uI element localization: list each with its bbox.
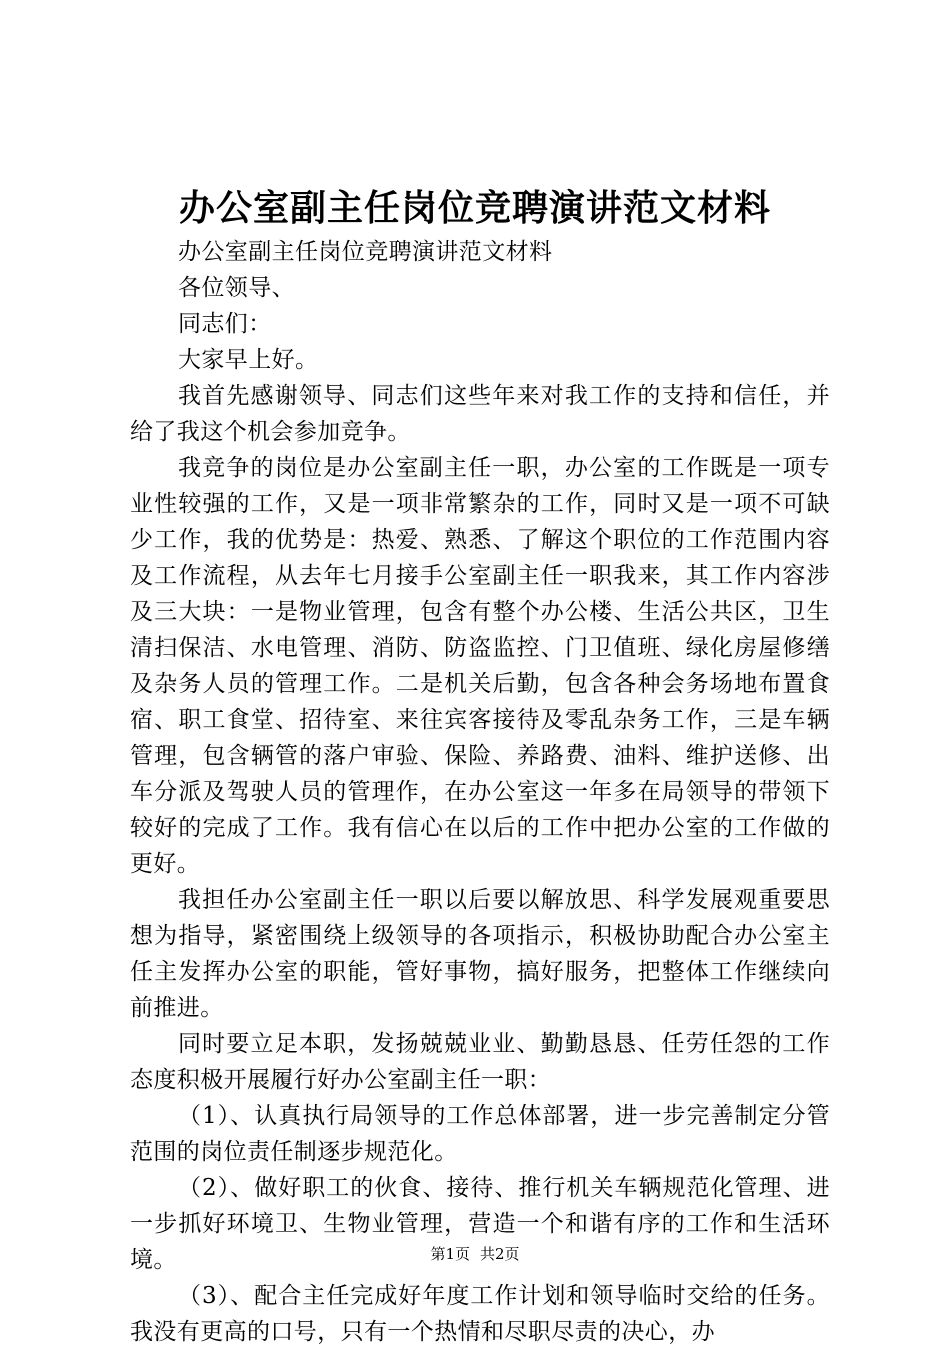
paragraph-position-duties: 我竞争的岗位是办公室副主任一职，办公室的工作既是一项专业性较强的工作，又是一项非常繁杂的工作，同时又是一项不可缺少工作，我的优势是：热爱、熟悉、了解这个职位的工作范围内容及工作流程，从去年七月接手公室副主任一职我来，其工作内容涉及三大块：一是物业管理，包含有整个办公楼、生活公共区，卫生清扫保洁、水电管理、消防、防盗监控、门卫值班、绿化房屋修缮及杂务人员的管理工作。二是机关后勤，包含各种会务场地布置食宿、职工食堂、招待室、来往宾客接待及零乱杂务工作，三是车辆管理，包含辆管的落户审验、保险、养路费、油料、维护送修、出车分派及驾驶人员的管理作，在办公室这一年多在局领导的带领下较好的完成了工作。我有信心在以后的工作中把办公室的工作做的更好。 — [130, 455, 830, 877]
page-total: 共2页 — [480, 1245, 520, 1263]
document-title: 办公室副主任岗位竞聘演讲范文材料 — [178, 187, 771, 229]
paragraph-item-3: （3）、配合主任完成好年度工作计划和领导临时交给的任务。我没有更高的口号，只有一个热情和尽职尽责的决心，办 — [130, 1283, 830, 1345]
paragraph-guiding-ideas: 我担任办公室副主任一职以后要以解放思、科学发展观重要思想为指导，紧密围绕上级领导的各项指示，积极协助配合办公室主任主发挥办公室的职能，管好事物，搞好服务，把整体工作继续向前推进。 — [130, 887, 830, 1021]
paragraph-salutation-comrades: 同志们： — [178, 311, 272, 337]
paragraph-work-attitude: 同时要立足本职，发扬兢兢业业、勤勤恳恳、任劳任怨的工作态度积极开展履行好办公室副主任一职： — [130, 1031, 830, 1093]
document-body — [130, 234, 830, 1350]
paragraph-salutation-leaders: 各位领导、 — [178, 275, 295, 301]
paragraph-thanks: 我首先感谢领导、同志们这些年来对我工作的支持和信任，并给了我这个机会参加竞争。 — [130, 383, 830, 445]
page-footer — [0, 1244, 950, 1264]
paragraph-item-1: （1）、认真执行局领导的工作总体部署，进一步完善制定分管范围的岗位责任制逐步规范化。 — [130, 1103, 830, 1165]
paragraph-greeting: 大家早上好。 — [178, 347, 319, 373]
page-number: 第1页 — [430, 1245, 470, 1263]
paragraph-item-2: （2）、做好职工的伙食、接待、推行机关车辆规范化管理、进一步抓好环境卫、生物业管理，营造一个和谐有序的工作和生活环境。 — [130, 1175, 830, 1273]
paragraph-subtitle: 办公室副主任岗位竞聘演讲范文材料 — [178, 239, 553, 265]
